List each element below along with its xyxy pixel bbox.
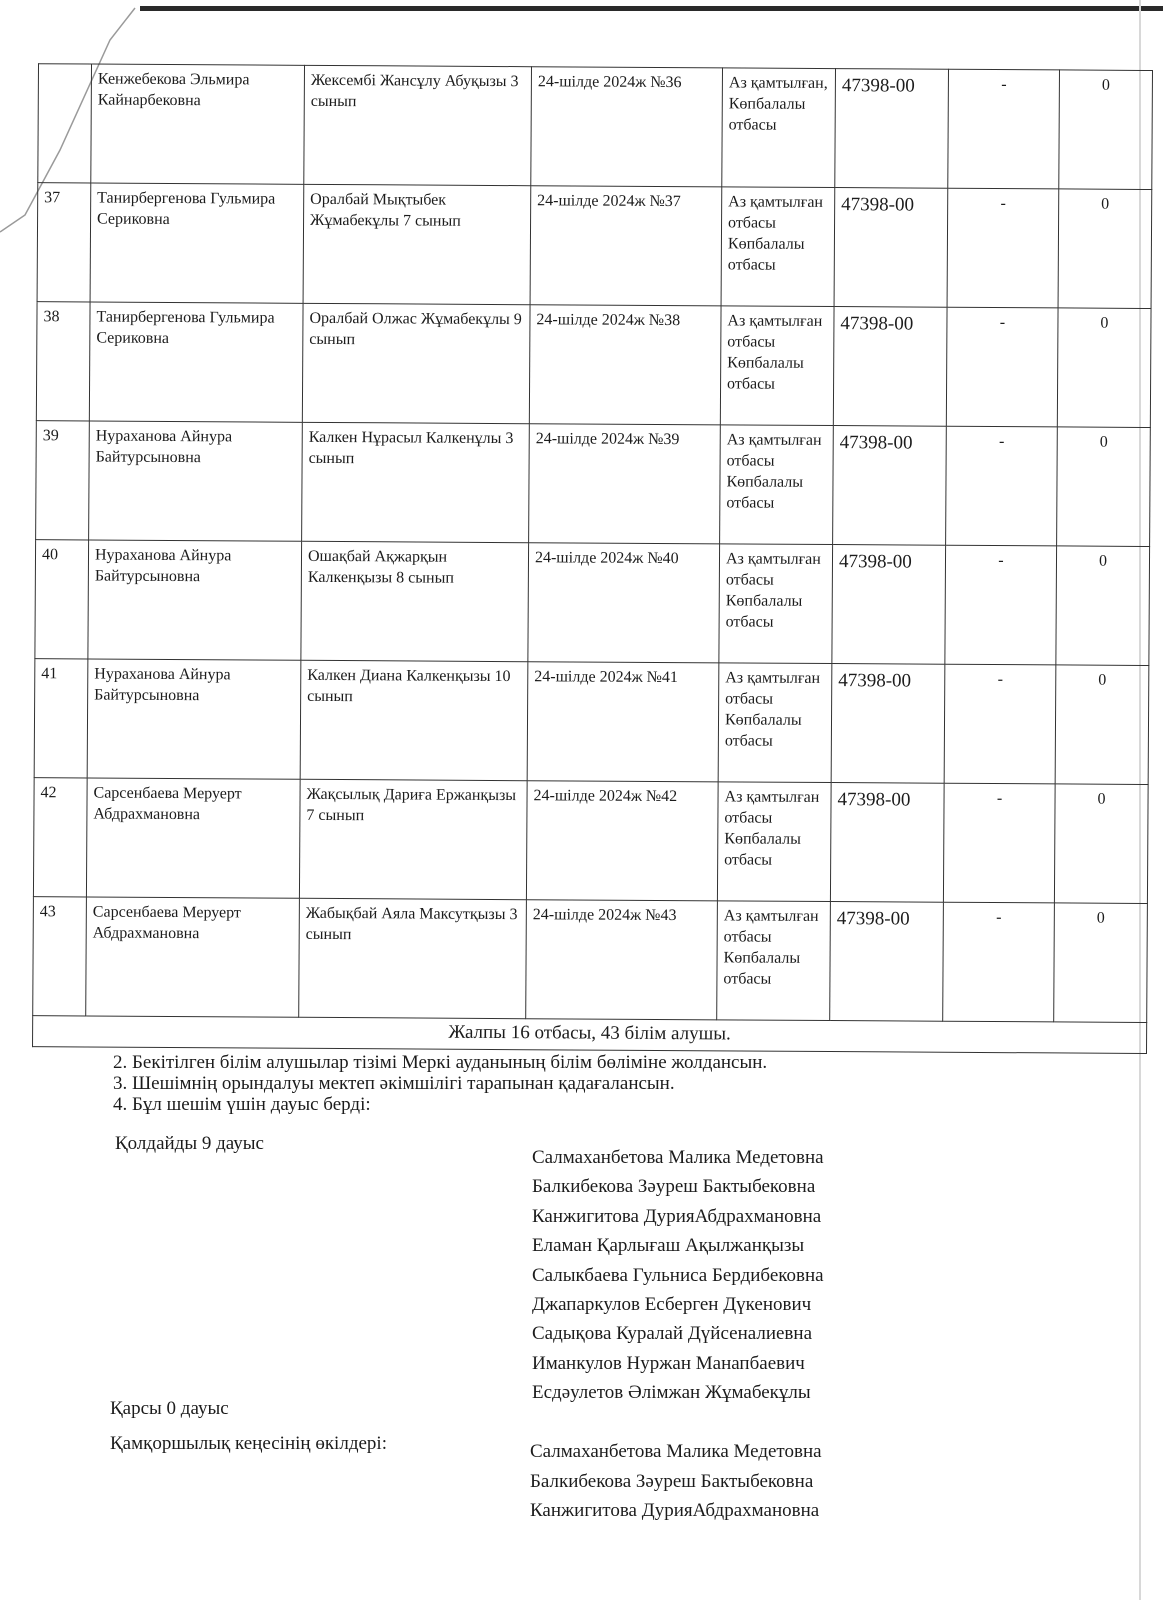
decision-date-number: 24-шілде 2024ж №42 (526, 781, 718, 901)
zero-cell: 0 (1054, 903, 1148, 1023)
scan-edge-top (140, 6, 1163, 11)
parent-name: Танирбергенова Гульмира Сериковна (90, 183, 304, 303)
decision-date-number: 24-шілде 2024ж №40 (528, 543, 720, 663)
family-category: Аз қамтылған отбасы Көпбалалы отбасы (720, 306, 834, 426)
payment-amount: 47398-00 (833, 307, 947, 427)
parent-name: Танирбергенова Гульмира Сериковна (89, 302, 303, 422)
council-members-list (530, 1437, 822, 1526)
voters-list (532, 1143, 824, 1408)
paragraph-4: 4. Бұл шешім үшін дауыс берді: (113, 1094, 371, 1115)
family-category: Аз қамтылған отбасы Көпбалалы отбасы (718, 663, 832, 783)
student-name-class: Калкен Нұрасыл Калкенұлы 3 сынып (302, 422, 530, 542)
voter-name: Иманкулов Нуржан Манапбаевич (532, 1352, 805, 1374)
student-roster-table (32, 63, 1153, 1054)
decision-date-number: 24-шілде 2024ж №41 (527, 662, 719, 782)
family-category: Аз қамтылған отбасы Көпбалалы отбасы (720, 425, 834, 545)
payment-amount: 47398-00 (835, 69, 949, 189)
dash-cell: - (944, 664, 1056, 784)
payment-amount: 47398-00 (830, 902, 944, 1022)
payment-amount: 47398-00 (831, 664, 945, 784)
decision-date-number: 24-шілде 2024ж №36 (531, 67, 723, 187)
council-member-name: Балкибекова Зәуреш Бактыбековна (530, 1470, 814, 1492)
decision-date-number: 24-шілде 2024ж №39 (529, 424, 721, 544)
table-row (36, 302, 1151, 428)
dash-cell: - (943, 783, 1055, 903)
zero-cell: 0 (1057, 308, 1151, 428)
family-category: Аз қамтылған отбасы Көпбалалы отбасы (721, 187, 835, 307)
table-row (34, 659, 1149, 785)
zero-cell: 0 (1058, 189, 1152, 309)
decision-paragraphs (113, 1052, 1113, 1115)
table-row (36, 421, 1151, 547)
row-number: 38 (36, 302, 90, 421)
family-category: Аз қамтылған, Көпбалалы отбасы (722, 68, 836, 188)
row-number: 42 (33, 778, 87, 897)
decision-date-number: 24-шілде 2024ж №37 (530, 186, 722, 306)
parent-name: Сарсенбаева Меруерт Абдрахмановна (86, 778, 300, 898)
parent-name: Нураханова Айнура Байтурсыновна (87, 659, 301, 779)
voter-name: Балкибекова Зәуреш Бактыбековна (532, 1176, 816, 1198)
votes-against-label: Қарсы 0 дауыс (110, 1398, 229, 1419)
voter-name: Салмаханбетова Малика Медетовна (532, 1147, 824, 1168)
family-category: Аз қамтылған отбасы Көпбалалы отбасы (717, 782, 831, 902)
parent-name: Нураханова Айнура Байтурсыновна (89, 421, 303, 541)
paragraph-2: 2. Бекітілген білім алушылар тізімі Меркі ауданының білім бөліміне жолдансын. (113, 1052, 768, 1073)
table-row (33, 897, 1148, 1023)
student-name-class: Ошақбай Ақжарқын Калкенқызы 8 сынып (301, 541, 529, 661)
zero-cell: 0 (1054, 784, 1148, 904)
total-row (33, 1016, 1147, 1054)
voter-name: Еламан Қарлығаш Ақылжанқызы (532, 1235, 805, 1257)
decision-date-number: 24-шілде 2024ж №43 (526, 900, 718, 1020)
student-name-class: Оралбай Олжас Жұмабекұлы 9 сынып (302, 303, 530, 423)
zero-cell: 0 (1055, 665, 1149, 785)
dash-cell: - (947, 188, 1059, 308)
dash-cell: - (946, 307, 1058, 427)
council-member-name: Канжигитова ДурияАбдрахмановна (530, 1500, 820, 1521)
voter-name: Есдәулетов Әлімжан Жұмабекұлы (532, 1382, 811, 1404)
payment-amount: 47398-00 (834, 188, 948, 308)
parent-name: Кенжебекова Эльмира Кайнарбековна (91, 64, 305, 184)
total-text: Жалпы 16 отбасы, 43 білім алушы. (33, 1016, 1147, 1054)
council-member-name: Салмаханбетова Малика Медетовна (530, 1441, 822, 1462)
payment-amount: 47398-00 (833, 426, 947, 546)
votes-for-label: Қолдайды 9 дауыс (115, 1133, 264, 1154)
voter-name: Джапаркулов Есберген Дүкенович (532, 1294, 812, 1316)
dash-cell: - (948, 69, 1060, 189)
voter-name: Садықова Куралай Дүйсеналиевна (532, 1323, 812, 1345)
row-number: 39 (36, 421, 90, 540)
dash-cell: - (946, 426, 1058, 546)
table-row (38, 64, 1153, 190)
student-name-class: Жексембі Жансұлу Абуқызы 3 сынып (304, 65, 532, 185)
zero-cell: 0 (1059, 70, 1153, 190)
table-row (37, 183, 1152, 309)
paragraph-3: 3. Шешімнің орындалуы мектеп әкімшілігі тарапынан қадағалансын. (113, 1073, 675, 1094)
row-number: 43 (33, 897, 87, 1016)
dash-cell: - (943, 902, 1055, 1022)
student-name-class: Оралбай Мықтыбек Жұмабекұлы 7 сынып (303, 184, 531, 304)
family-category: Аз қамтылған отбасы Көпбалалы отбасы (717, 901, 831, 1021)
row-number: 37 (37, 183, 91, 302)
zero-cell: 0 (1057, 427, 1151, 547)
student-name-class: Калкен Диана Калкенқызы 10 сынып (300, 660, 528, 780)
decision-date-number: 24-шілде 2024ж №38 (529, 305, 721, 425)
voter-name: Канжигитова ДурияАбдрахмановна (532, 1205, 822, 1227)
table-row (35, 540, 1150, 666)
zero-cell: 0 (1056, 546, 1150, 666)
payment-amount: 47398-00 (832, 545, 946, 665)
table-row (33, 778, 1148, 904)
student-name-class: Жақсылық Дариға Ержанқызы 7 сынып (299, 779, 527, 899)
parent-name: Сарсенбаева Меруерт Абдрахмановна (86, 897, 300, 1017)
row-number: 41 (34, 659, 88, 778)
council-label: Қамқоршылық кеңесінің өкілдері: (110, 1433, 387, 1454)
student-name-class: Жабықбай Аяла Максутқызы 3 сынып (299, 898, 527, 1018)
parent-name: Нураханова Айнура Байтурсыновна (88, 540, 302, 660)
payment-amount: 47398-00 (830, 783, 944, 903)
voter-name: Салыкбаева Гульниса Бердибековна (532, 1264, 824, 1286)
row-number (38, 64, 92, 183)
row-number: 40 (35, 540, 89, 659)
family-category: Аз қамтылған отбасы Көпбалалы отбасы (719, 544, 833, 664)
dash-cell: - (945, 545, 1057, 665)
